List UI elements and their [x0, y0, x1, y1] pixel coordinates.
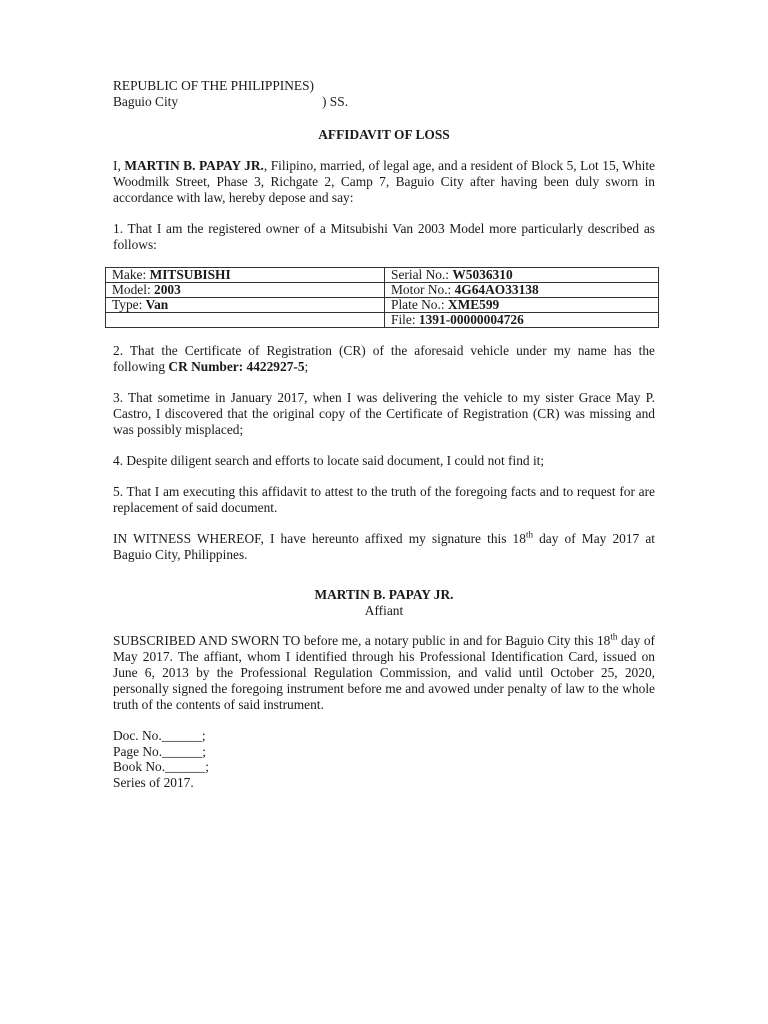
table-row	[106, 268, 659, 283]
signature-block	[113, 587, 655, 619]
venue-city: Baguio City	[113, 94, 179, 109]
paragraph-4: 4. Despite diligent search and efforts to locate said document, I could not find it;	[113, 453, 545, 468]
table-cell-type: Type: Van	[106, 298, 385, 313]
cr-number: CR Number: 4422927-5	[168, 359, 305, 374]
venue-ss: ) SS.	[322, 94, 349, 109]
affidavit-page	[113, 78, 655, 790]
table-cell-empty	[106, 313, 385, 328]
affiant-name: MARTIN B. PAPAY JR.	[124, 158, 264, 173]
table-row	[106, 313, 659, 328]
venue-city-row	[113, 94, 655, 110]
table-row	[106, 283, 659, 298]
jurat-paragraph: SUBSCRIBED AND SWORN TO before me, a notary public in and for Baguio City this 18th day of May 2017. The affiant, whom I identified through his Professional Identification Card, issued on June 6, 2013 by the Professional Regulation Commission, and valid until October 25, 2020, personally signed the foregoing instrument before me and avowed under penalty of law to the whole truth of the contents of said instrument.	[113, 631, 655, 712]
table-cell-file: File: 1391-00000004726	[385, 313, 659, 328]
notarial-register-block	[113, 728, 655, 790]
document-title: AFFIDAVIT OF LOSS	[318, 127, 450, 142]
table-cell-model: Model: 2003	[106, 283, 385, 298]
intro-prefix: I,	[113, 158, 125, 173]
intro-paragraph	[113, 158, 655, 206]
signature-role: Affiant	[364, 603, 404, 618]
table-cell-plate: Plate No.: XME599	[385, 298, 659, 313]
intro-rest: , Filipino, married, of legal age, and a resident of Block 5, Lot 15, White Woodmilk Street, Phase 3, Richgate 2, Camp 7, Baguio City after having been duly sworn in accordance with law, hereby depose and say:	[113, 158, 655, 205]
venue-block	[113, 78, 655, 110]
paragraph-5: 5. That I am executing this affidavit to attest to the truth of the foregoing facts and to request for are replacement of said document.	[113, 484, 655, 515]
table-row	[106, 298, 659, 313]
witness-paragraph: IN WITNESS WHEREOF, I have hereunto affixed my signature this 18th day of May 2017 at Baguio City, Philippines.	[113, 529, 655, 562]
paragraph-2: 2. That the Certificate of Registration (CR) of the aforesaid vehicle under my name has the following CR Number: 4422927-5;	[113, 343, 655, 374]
vehicle-details-table	[105, 267, 659, 328]
book-no: Book No.______;	[113, 759, 209, 774]
series: Series of 2017.	[113, 774, 194, 790]
paragraph-1: 1. That I am the registered owner of a Mitsubishi Van 2003 Model more particularly described as follows:	[113, 221, 655, 252]
table-cell-make: Make: MITSUBISHI	[106, 268, 385, 283]
table-cell-motor: Motor No.: 4G64AO33138	[385, 283, 659, 298]
venue-republic: REPUBLIC OF THE PHILIPPINES)	[113, 78, 315, 93]
table-cell-serial: Serial No.: W5036310	[385, 268, 659, 283]
page-no: Page No.______;	[113, 743, 206, 759]
signature-name: MARTIN B. PAPAY JR.	[314, 587, 454, 602]
paragraph-3: 3. That sometime in January 2017, when I was delivering the vehicle to my sister Grace May P. Castro, I discovered that the original copy of the Certificate of Registration (CR) was missing and was possibly misplaced;	[113, 390, 655, 437]
doc-no: Doc. No.______;	[113, 728, 206, 743]
